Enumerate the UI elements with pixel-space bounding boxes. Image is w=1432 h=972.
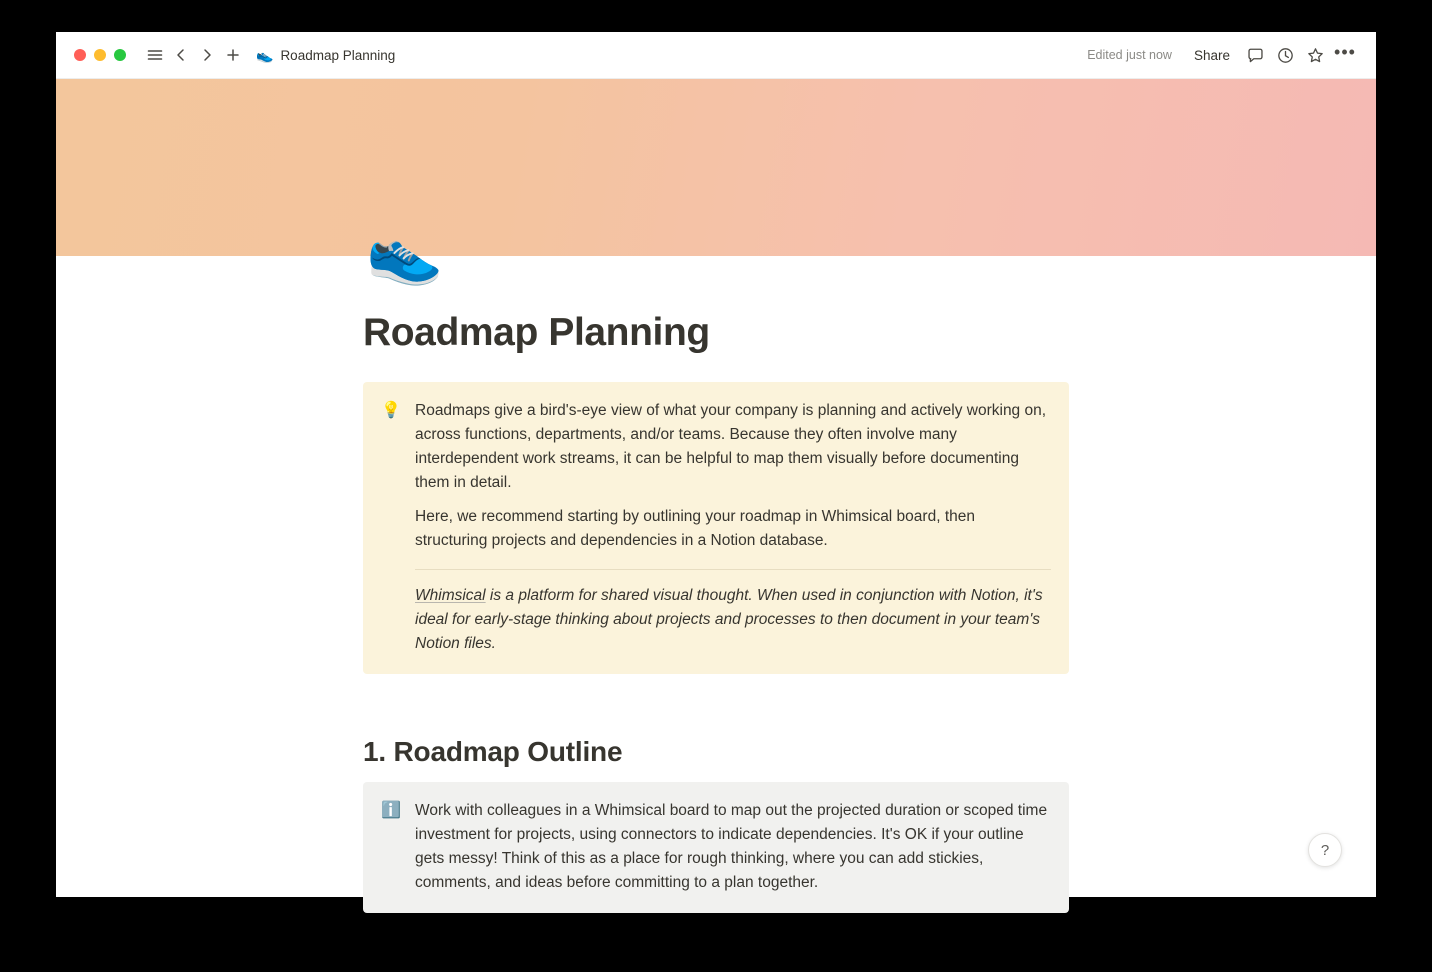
callout-intro-body [415, 399, 1051, 656]
callout-intro-note [415, 584, 1051, 656]
breadcrumb-title: Roadmap Planning [280, 47, 396, 63]
callout-roadmap-outline-text: Work with colleagues in a Whimsical board to map out the projected duration or scoped time investment for projects, using connectors to indicate dependencies. It's OK if your outline gets messy! Think of this as a place for rough thinking, where you can add stickies, comments, and ideas before committing to a plan together. [415, 801, 1048, 891]
back-chevron-left-icon[interactable] [168, 42, 194, 68]
hamburger-menu-icon[interactable] [142, 42, 168, 68]
document-emoji-icon: 👟 [256, 47, 274, 63]
info-icon: ℹ️ [381, 801, 401, 819]
callout-intro-note-text: is a platform for shared visual thought. When used in conjunction with Notion, it's ideal for early-stage thinking about projects and processes to then document in your team's Notion files. [415, 586, 1043, 652]
whimsical-link[interactable]: Whimsical [415, 586, 486, 604]
page-cover-image[interactable] [56, 79, 1376, 256]
app-window [56, 32, 1376, 897]
callout-intro-paragraph-2: Here, we recommend starting by outlining your roadmap in Whimsical board, then structuring projects and dependencies in a Notion database. [415, 507, 975, 549]
new-page-plus-icon[interactable] [220, 42, 246, 68]
callout-intro[interactable] [363, 382, 1069, 674]
page-emoji-icon[interactable]: 👟 [366, 218, 444, 287]
page-body [56, 218, 1376, 897]
more-options-button[interactable]: ••• [1334, 41, 1356, 62]
content-spacer [363, 674, 1069, 736]
forward-chevron-right-icon[interactable] [194, 42, 220, 68]
page-title[interactable]: Roadmap Planning [363, 311, 710, 354]
title-bar-actions [1087, 39, 1358, 71]
callout-intro-paragraph-1: Roadmaps give a bird's-eye view of what your company is planning and actively working on, across functions, departments, and/or teams. Because they often involve many interdependent work streams, it can be helpful to map them visually before documenting them in detail. [415, 401, 1047, 491]
close-window-button[interactable] [74, 49, 86, 61]
star-icon[interactable] [1302, 42, 1328, 68]
edited-status-label: Edited just now [1087, 48, 1172, 62]
clock-history-icon[interactable] [1272, 42, 1298, 68]
section-heading-roadmap-outline[interactable]: 1. Roadmap Outline [363, 735, 623, 767]
title-bar [56, 32, 1376, 79]
page-content [363, 256, 1069, 913]
maximize-window-button[interactable] [114, 49, 126, 61]
minimize-window-button[interactable] [94, 49, 106, 61]
callout-roadmap-outline[interactable] [363, 782, 1069, 913]
breadcrumb[interactable] [256, 48, 395, 63]
window-controls [74, 49, 126, 61]
share-button[interactable]: Share [1193, 47, 1230, 63]
lightbulb-icon: 💡 [381, 401, 401, 419]
callout-divider [415, 569, 1051, 570]
help-button[interactable]: ? [1308, 833, 1342, 867]
callout-roadmap-outline-body [415, 799, 1051, 895]
comment-icon[interactable] [1242, 42, 1268, 68]
